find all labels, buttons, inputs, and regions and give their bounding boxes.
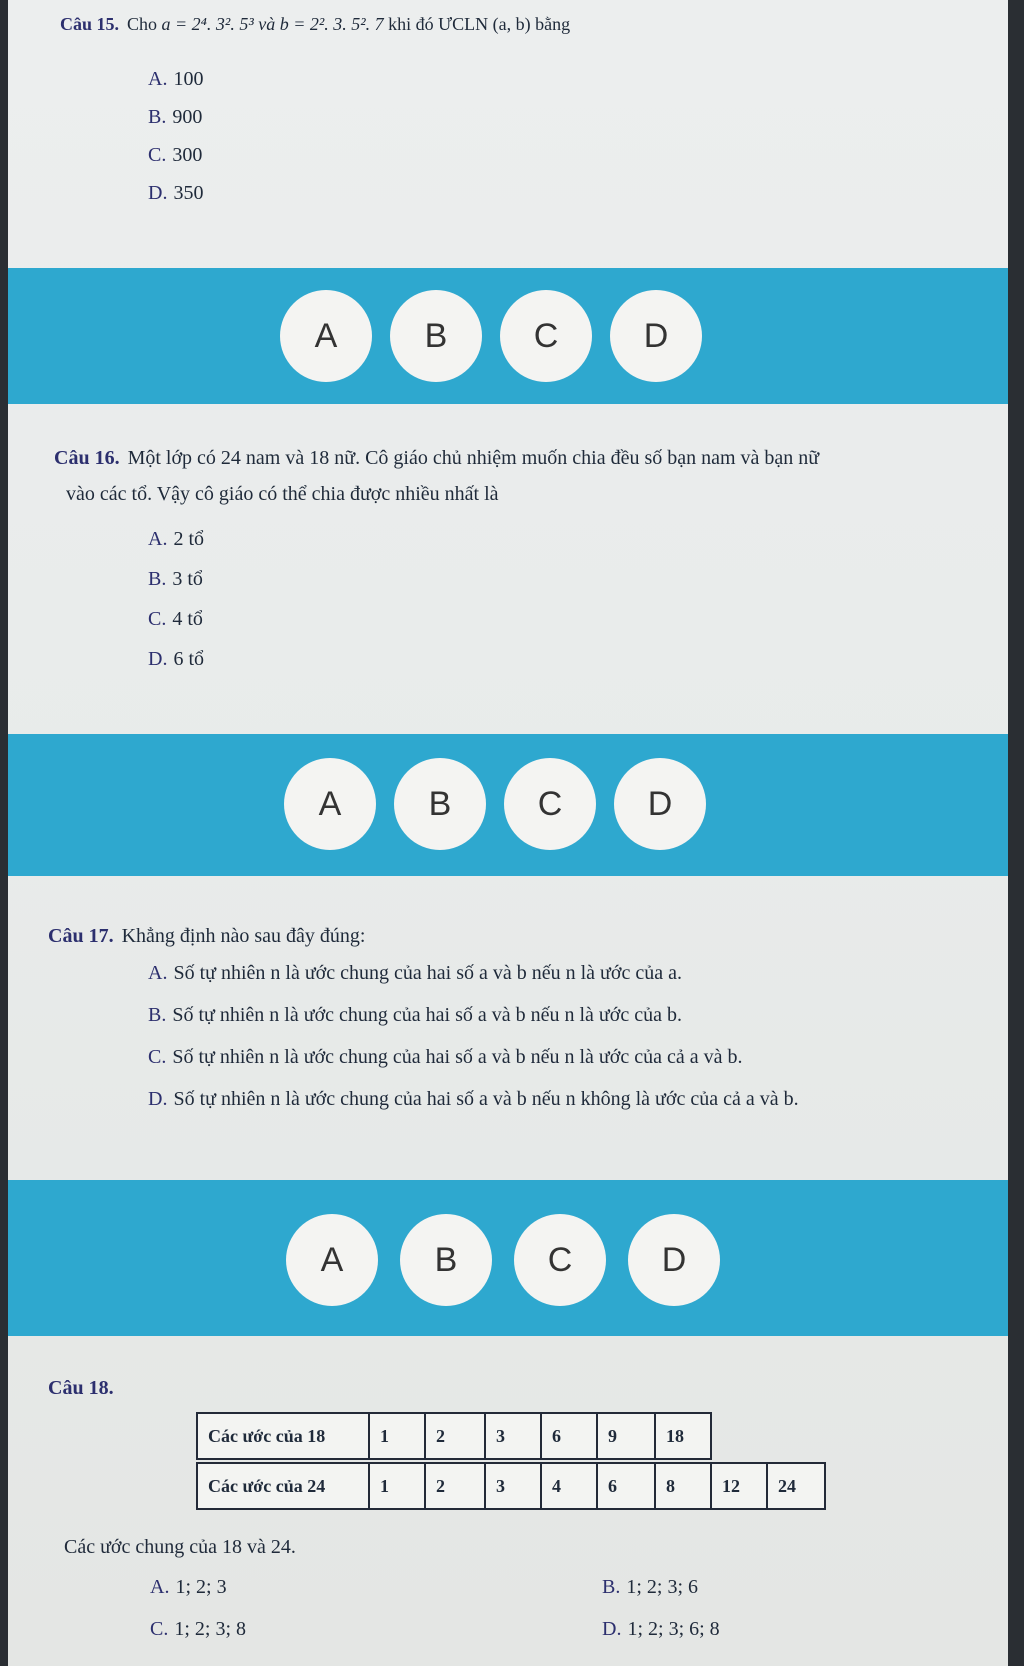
option-c [150,1618,246,1641]
option-text: 3 tổ [172,568,203,590]
table-cell: 9 [597,1413,655,1459]
option-text: 6 tổ [173,648,205,670]
option-text: 4 tổ [172,608,203,630]
option-a [148,962,682,985]
answer-button-c[interactable]: C [514,1214,606,1306]
option-text: Số tự nhiên n là ước chung của hai số a và b nếu n là ước của a. [173,962,682,984]
option-letter: A. [148,528,168,550]
option-c [148,144,202,167]
option-letter: D. [602,1618,622,1640]
answer-button-d[interactable]: D [628,1214,720,1306]
option-text: 1; 2; 3 [175,1576,227,1598]
option-text: Số tự nhiên n là ước chung của hai số a và b nếu n là ước của cả a và b. [172,1046,743,1068]
option-letter: B. [148,568,167,590]
answer-button-b[interactable]: B [394,758,486,850]
option-text: 300 [172,144,203,166]
table-cell: 1 [369,1463,425,1509]
option-c [148,1046,743,1069]
table-cell: 4 [541,1463,597,1509]
option-letter: B. [148,106,167,128]
option-letter: C. [148,608,167,630]
table-cell: 3 [485,1413,541,1459]
row-label: Các ước của 24 [197,1463,369,1509]
option-text: 350 [173,182,204,204]
answer-button-d[interactable]: D [614,758,706,850]
table-row [197,1413,711,1459]
question-number: Câu 15. [60,14,120,34]
option-a [150,1576,227,1599]
question-number: Câu 18. [48,1377,114,1399]
answer-button-a[interactable]: A [284,758,376,850]
option-b [148,568,203,591]
worksheet-page [8,0,1008,1666]
option-d [148,648,204,671]
table-cell: 3 [485,1463,541,1509]
question-text-end: khi đó ƯCLN (a, b) bằng [383,14,571,34]
option-text: 900 [172,106,203,128]
option-letter: D. [148,182,168,204]
row-label: Các ước của 18 [197,1413,369,1459]
option-letter: D. [148,1088,168,1110]
question-text-line2: vào các tổ. Vậy cô giáo có thể chia được nhiều nhất là [66,483,499,505]
answer-button-b[interactable]: B [390,290,482,382]
option-text: 2 tổ [173,528,205,550]
question-number: Câu 17. [48,925,114,947]
table-cell: 18 [655,1413,711,1459]
answer-band-16 [8,734,1008,876]
divisors-24-table [196,1462,826,1510]
table-cell: 6 [597,1463,655,1509]
answer-band-17 [8,1180,1008,1336]
table-cell: 6 [541,1413,597,1459]
option-letter: C. [150,1618,169,1640]
option-a [148,68,203,91]
answer-button-c[interactable]: C [500,290,592,382]
divisors-18-table [196,1412,712,1460]
option-letter: A. [148,68,168,90]
question-math: a = 2⁴. 3². 5³ và b = 2². 3. 5². 7 [161,14,384,34]
question-18 [48,1370,122,1406]
question-17 [48,918,365,954]
answer-button-a[interactable]: A [280,290,372,382]
option-letter: B. [148,1004,167,1026]
question-text: Khẳng định nào sau đây đúng: [121,925,366,947]
option-text: 1; 2; 3; 6 [626,1576,699,1598]
table-cell: 24 [767,1463,825,1509]
table-cell: 1 [369,1413,425,1459]
question-number: Câu 16. [54,447,120,469]
answer-button-b[interactable]: B [400,1214,492,1306]
option-letter: A. [150,1576,170,1598]
option-b [602,1576,698,1599]
option-text: 1; 2; 3; 8 [174,1618,247,1640]
option-c [148,608,203,631]
option-letter: A. [148,962,168,984]
option-text: Số tự nhiên n là ước chung của hai số a và b nếu n không là ước của cả a và b. [173,1088,799,1110]
question-prompt: Các ước chung của 18 và 24. [64,1536,296,1558]
option-a [148,528,204,551]
table-cell: 12 [711,1463,767,1509]
option-b [148,106,202,129]
option-d [148,1088,799,1111]
option-b [148,1004,682,1027]
answer-button-c[interactable]: C [504,758,596,850]
option-text: Số tự nhiên n là ước chung của hai số a và b nếu n là ước của b. [172,1004,682,1026]
table-cell: 2 [425,1463,485,1509]
option-letter: C. [148,1046,167,1068]
table-cell: 8 [655,1463,711,1509]
question-15 [60,6,570,42]
option-text: 1; 2; 3; 6; 8 [627,1618,720,1640]
question-text: Cho [127,14,162,34]
table-cell: 2 [425,1413,485,1459]
option-letter: C. [148,144,167,166]
option-letter: B. [602,1576,621,1598]
option-d [602,1618,720,1641]
answer-band-15 [8,268,1008,404]
option-text: 100 [173,68,204,90]
option-d [148,182,203,205]
option-letter: D. [148,648,168,670]
answer-button-d[interactable]: D [610,290,702,382]
question-16 [54,440,974,512]
answer-button-a[interactable]: A [286,1214,378,1306]
table-row [197,1463,825,1509]
question-text-line1: Một lớp có 24 nam và 18 nữ. Cô giáo chủ nhiệm muốn chia đều số bạn nam và bạn nữ [127,447,820,469]
